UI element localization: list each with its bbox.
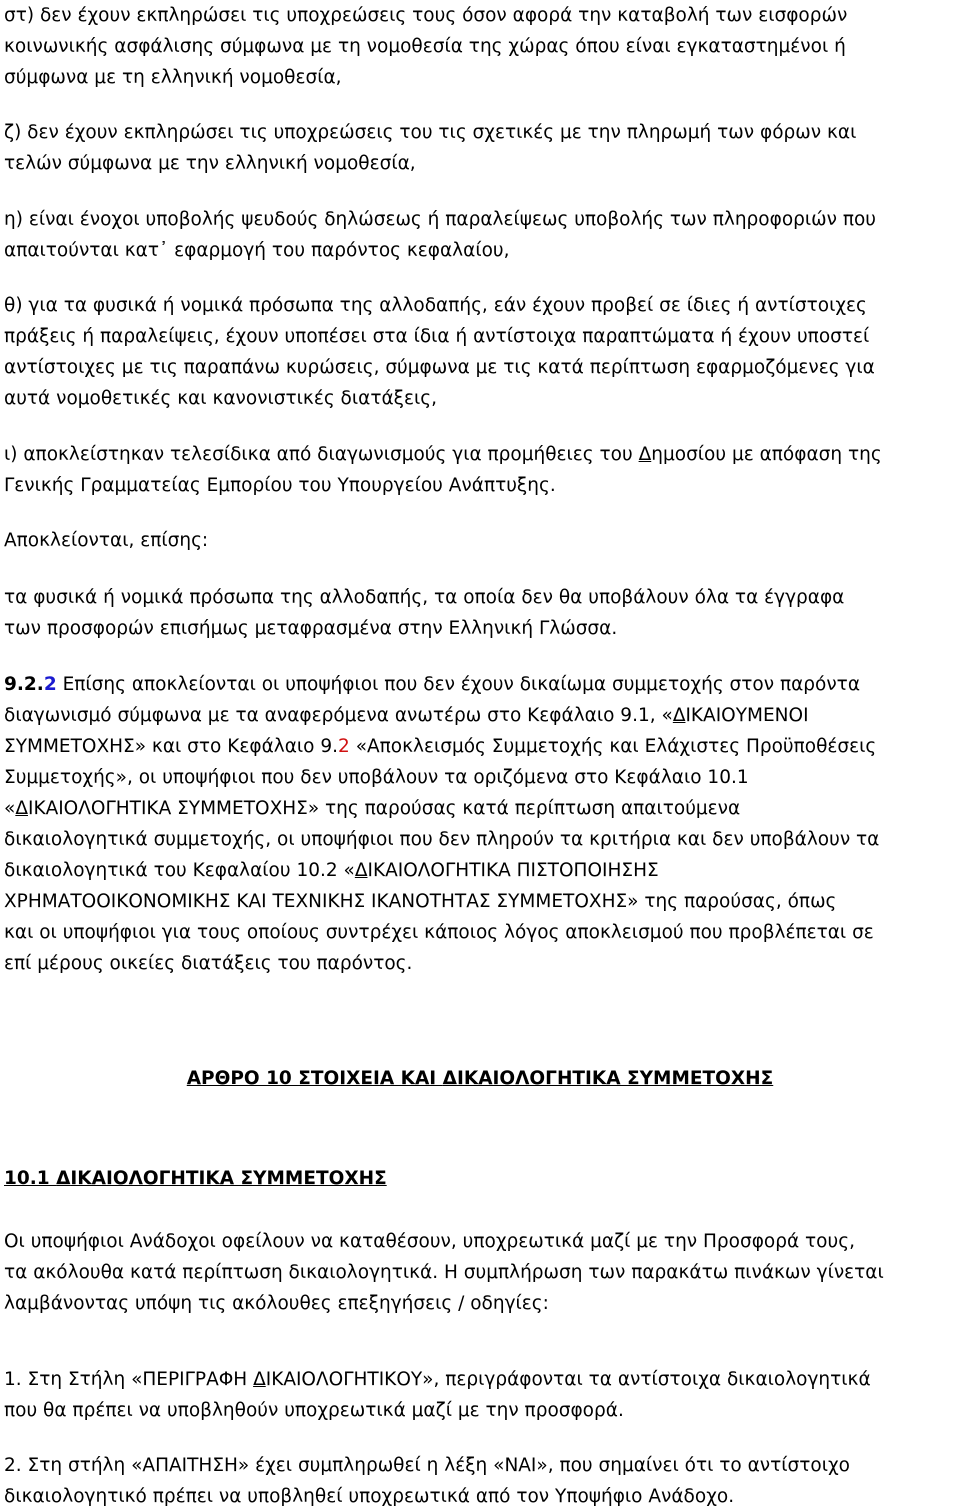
text-line: Συμμετοχής», οι υποψήφιοι που δεν υποβάλουν τα οριζόμενα στο Κεφάλαιο 10.1	[4, 767, 749, 788]
text-span: ΙΚΑΙΟΛΟΓΗΤΙΚΑ ΠΙΣΤΟΠΟΙΗΣΗΣ	[367, 860, 659, 881]
paragraph-z	[4, 117, 856, 179]
text-line: θ) για τα φυσικά ή νομικά πρόσωπα της αλλοδαπής, εάν έχουν προβεί σε ίδιες ή αντίστοιχες	[4, 295, 867, 316]
text-line: αυτά νομοθετικές και κανονιστικές διατάξεις,	[4, 388, 437, 409]
text-line: 2. Στη στήλη «ΑΠΑΙΤΗΣΗ» έχει συμπληρωθεί η λέξη «ΝΑΙ», που σημαίνει ότι το αντίστοιχο	[4, 1455, 850, 1476]
paragraph-h	[4, 204, 876, 266]
paragraph-ta	[4, 582, 844, 644]
text-line: τα φυσικά ή νομικά πρόσωπα της αλλοδαπής, τα οποία δεν θα υποβάλουν όλα τα έγγραφα	[4, 587, 845, 608]
text-span: ι) αποκλείστηκαν τελεσίδικα από διαγωνισμούς για προμήθειες του	[4, 444, 639, 465]
text-line: η) είναι ένοχοι υποβολής ψευδούς δηλώσεως ή παραλείψεως υποβολής των πληροφοριών που	[4, 209, 877, 230]
text-span-underlined: Δ	[253, 1369, 266, 1390]
text-line	[4, 793, 879, 824]
heading-span: Δ	[56, 1168, 71, 1189]
paragraph-oi	[4, 1226, 884, 1319]
list-item-1	[4, 1364, 871, 1426]
section-number-highlight: 2	[43, 674, 57, 695]
text-line	[4, 731, 879, 762]
heading-span: 10.1	[4, 1168, 57, 1189]
text-line	[4, 669, 879, 700]
text-line: τελών σύμφωνα με την ελληνική νομοθεσία,	[4, 153, 416, 174]
text-line: σύμφωνα με τη ελληνική νομοθεσία,	[4, 67, 342, 88]
heading-span: ΙΚΑΙΟΛΟΓΗΤΙΚΑ ΣΥΜΜΕΤΟΧΗΣ	[70, 1168, 387, 1189]
list-item-2	[4, 1450, 850, 1512]
text-span: δικαιολογητικά του Κεφαλαίου 10.2 «	[4, 860, 355, 881]
text-line	[4, 855, 879, 886]
heading-span: Δ	[442, 1068, 457, 1089]
text-line: επί μέρους οικείες διατάξεις του παρόντος.	[4, 953, 413, 974]
text-line: στ) δεν έχουν εκπληρώσει τις υποχρεώσεις τους όσον αφορά την καταβολή των εισφορών	[4, 5, 848, 26]
text-line: Γενικής Γραμματείας Εμπορίου του Υπουργείου Ανάπτυξης.	[4, 475, 556, 496]
text-span: ΙΚΑΙΟΛΟΓΗΤΙΚΟΥ», περιγράφονται τα αντίστοιχα δικαιολογητικά	[265, 1369, 871, 1390]
paragraph-9-2-2	[4, 669, 879, 979]
text-line: τα ακόλουθα κατά περίπτωση δικαιολογητικά. Η συμπλήρωση των παρακάτω πινάκων γίνεται	[4, 1262, 884, 1283]
text-line: κοινωνικής ασφάλισης σύμφωνα με τη νομοθεσία της χώρας όπου είναι εγκαταστημένοι ή	[4, 36, 846, 57]
text-line	[4, 439, 882, 470]
text-line: Οι υποψήφιοι Ανάδοχοι οφείλουν να καταθέσουν, υποχρεωτικά μαζί με την Προσφορά τους,	[4, 1231, 855, 1252]
text-span: ΙΚΑΙΟΥΜΕΝΟΙ	[685, 705, 809, 726]
text-line: ζ) δεν έχουν εκπληρώσει τις υποχρεώσεις του τις σχετικές με την πληρωμή των φόρων και	[4, 122, 857, 143]
section-heading	[4, 1168, 387, 1189]
paragraph-apokleiontai: Αποκλείονται, επίσης:	[4, 530, 209, 551]
text-span: «	[4, 798, 16, 819]
text-line	[4, 700, 879, 731]
text-span: ΙΚΑΙΟΛΟΓΗΤΙΚΑ ΣΥΜΜΕΤΟΧΗΣ» της παρούσας κατά περίπτωση απαιτούμενα	[27, 798, 741, 819]
text-line: και οι υποψήφιοι για τους οποίους συντρέχει κάποιος λόγος αποκλεισμού που προβλέπεται σε	[4, 922, 874, 943]
heading-span: ΑΡΘΡΟ 10 ΣΤΟΙΧΕΙΑ ΚΑΙ	[186, 1068, 443, 1089]
text-span: ΣΥΜΜΕΤΟΧΗΣ» και στο Κεφάλαιο 9.	[4, 736, 339, 757]
text-span: διαγωνισμό σύμφωνα με τα αναφερόμενα ανωτέρω στο Κεφάλαιο 9.1, «	[4, 705, 673, 726]
text-line: πράξεις ή παραλείψεις, έχουν υποπέσει στα ίδια ή αντίστοιχα παραπτώματα ή έχουν υποστεί	[4, 326, 870, 347]
text-span: ημοσίου με απόφαση της	[651, 444, 882, 465]
text-span: 1. Στη Στήλη «ΠΕΡΙΓΡΑΦΗ	[4, 1369, 254, 1390]
text-span: «Αποκλεισμός Συμμετοχής και Ελάχιστες Προϋποθέσεις	[349, 736, 877, 757]
text-line: που θα πρέπει να υποβληθούν υποχρεωτικά μαζί με την προσφορά.	[4, 1400, 624, 1421]
text-line: απαιτούνται κατ᾽ εφαρμογή του παρόντος κεφαλαίου,	[4, 240, 510, 261]
text-line: δικαιολογητικά συμμετοχής, οι υποψήφιοι που δεν πληρούν τα κριτήρια και δεν υποβάλουν τα	[4, 829, 880, 850]
heading-span: ΙΚΑΙΟΛΟΓΗΤΙΚΑ ΣΥΜΜΕΤΟΧΗΣ	[456, 1068, 774, 1089]
paragraph-i	[4, 439, 882, 501]
text-span: Επίσης αποκλείονται οι υποψήφιοι που δεν έχουν δικαίωμα συμμετοχής στον παρόντα	[56, 674, 861, 695]
text-line: δικαιολογητικό πρέπει να υποβληθεί υποχρεωτικά από τον Υποψήφιο Ανάδοχο.	[4, 1486, 735, 1507]
section-number: 9.2.	[4, 674, 44, 695]
text-line: των προσφορών επισήμως μεταφρασμένα στην Ελληνική Γλώσσα.	[4, 618, 618, 639]
text-line: ΧΡΗΜΑΤΟΟΙΚΟΝΟΜΙΚΗΣ ΚΑΙ ΤΕΧΝΙΚΗΣ ΙΚΑΝΟΤΗΤΑΣ ΣΥΜΜΕΤΟΧΗΣ» της παρούσας, όπως	[4, 891, 837, 912]
text-line	[4, 1364, 871, 1395]
text-span-highlight: 2	[338, 736, 350, 757]
paragraph-st	[4, 0, 847, 93]
article-heading	[4, 1068, 956, 1089]
text-line: αντίστοιχες με τις παραπάνω κυρώσεις, σύμφωνα με τις κατά περίπτωση εφαρμοζόμενες για	[4, 357, 875, 378]
text-span-underlined: Δ	[672, 705, 686, 726]
text-span-underlined: Δ	[15, 798, 28, 819]
text-line: λαμβάνοντας υπόψη τις ακόλουθες επεξηγήσεις / οδηγίες:	[4, 1293, 549, 1314]
text-span-underlined: Δ	[354, 860, 368, 881]
text-span-underlined: Δ	[638, 444, 652, 465]
paragraph-th	[4, 290, 875, 414]
